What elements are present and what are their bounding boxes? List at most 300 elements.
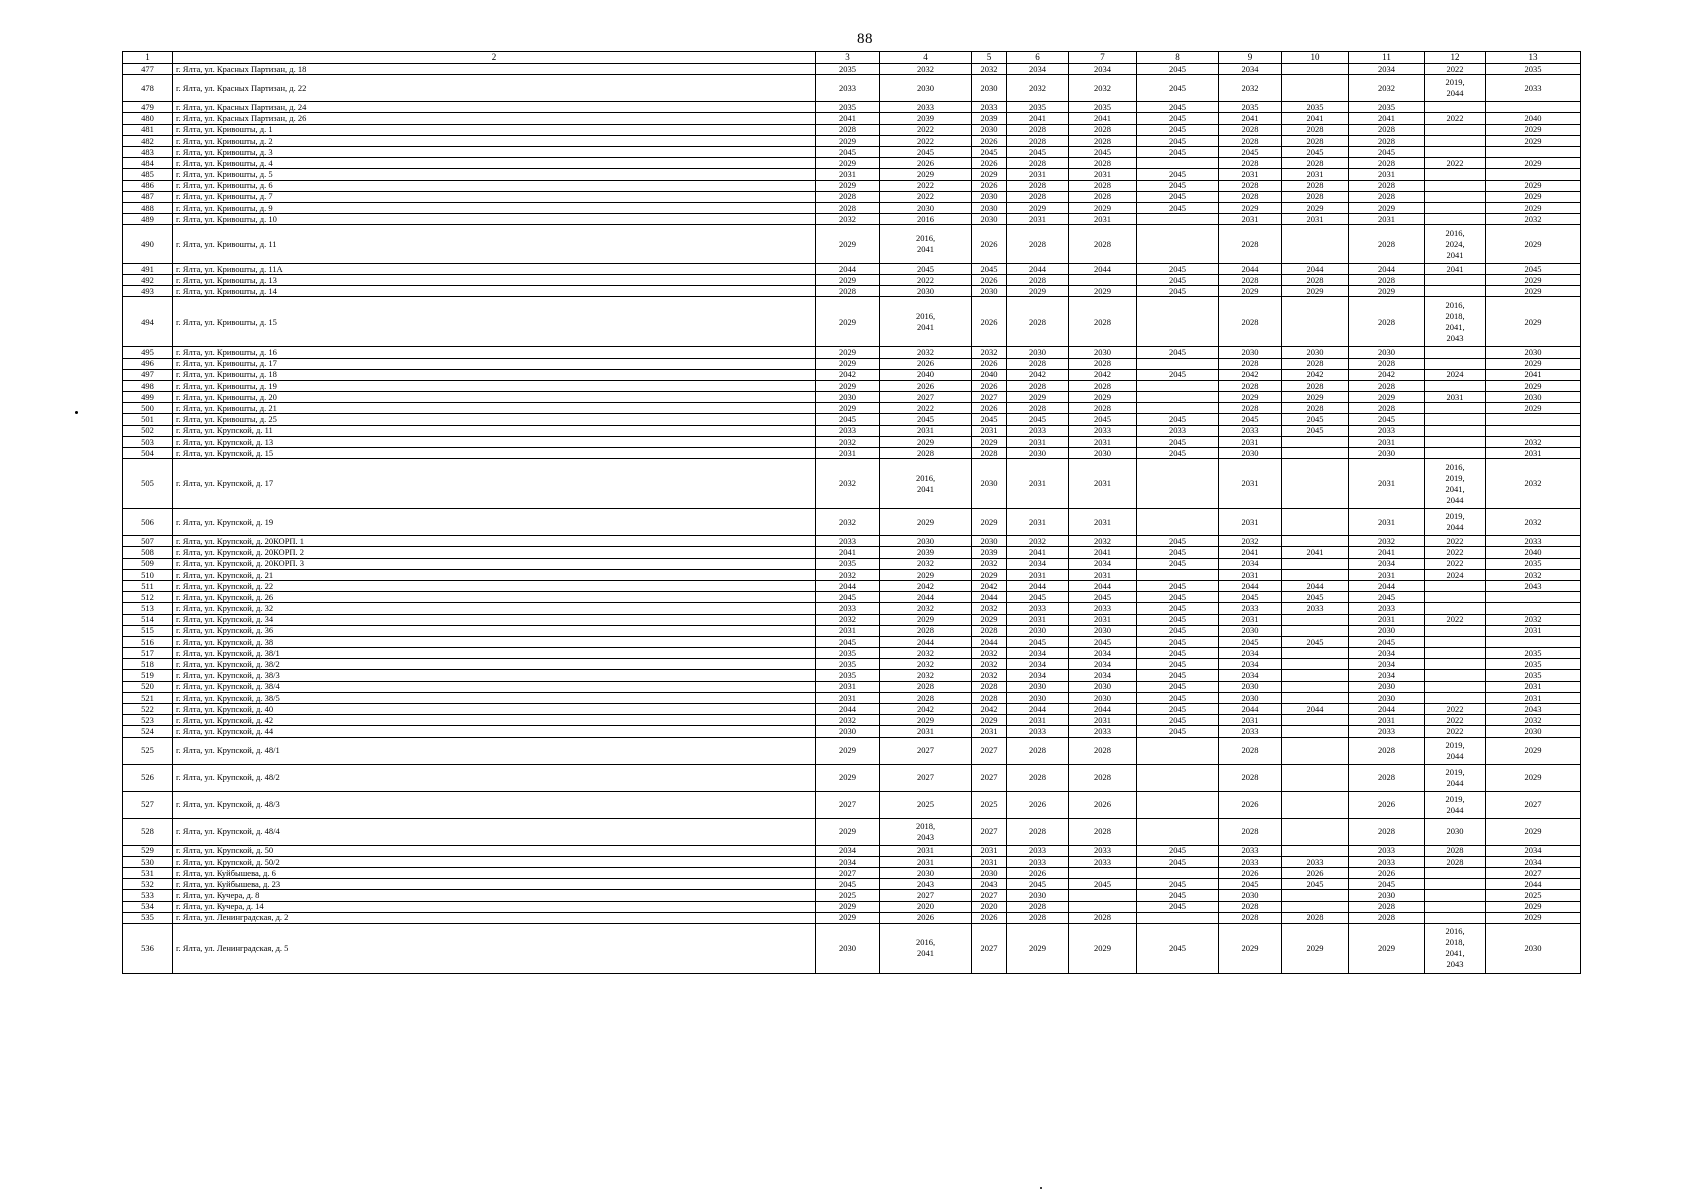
year-cell: 2031	[1069, 214, 1137, 225]
year-cell: 2045	[1069, 146, 1137, 157]
year-cell	[1425, 135, 1486, 146]
table-row	[123, 536, 1581, 547]
year-cell: 2045	[880, 146, 972, 157]
year-cell: 2030	[816, 923, 880, 973]
year-cell: 2028	[1349, 403, 1425, 414]
year-cell	[1137, 380, 1219, 391]
year-cell: 2030	[1425, 818, 1486, 845]
year-cell: 2029	[1219, 202, 1282, 213]
year-cell: 2029	[1007, 286, 1069, 297]
year-cell: 2044	[1282, 704, 1349, 715]
year-cell: 2043	[880, 879, 972, 890]
year-cell: 2045	[1137, 603, 1219, 614]
year-cell: 2042	[972, 580, 1007, 591]
year-cell: 2034	[1069, 659, 1137, 670]
year-cell: 2030	[1349, 448, 1425, 459]
row-number: 508	[123, 547, 173, 558]
year-cell: 2045	[1349, 146, 1425, 157]
year-cell: 2029	[1069, 923, 1137, 973]
column-header: 5	[972, 52, 1007, 64]
table-row	[123, 263, 1581, 274]
year-cell: 2033	[1069, 856, 1137, 867]
year-cell: 2033	[1486, 536, 1581, 547]
year-cell: 2026	[1282, 867, 1349, 878]
year-cell	[1486, 146, 1581, 157]
year-cell: 2019, 2044	[1425, 75, 1486, 102]
year-cell: 2030	[880, 867, 972, 878]
year-cell: 2045	[1137, 580, 1219, 591]
year-cell: 2039	[972, 547, 1007, 558]
year-cell: 2028	[1007, 124, 1069, 135]
year-cell: 2026	[972, 158, 1007, 169]
row-number: 482	[123, 135, 173, 146]
year-cell: 2035	[1282, 102, 1349, 113]
year-cell: 2028	[1349, 737, 1425, 764]
year-cell	[1282, 659, 1349, 670]
year-cell: 2031	[1219, 509, 1282, 536]
year-cell: 2027	[880, 392, 972, 403]
year-cell: 2032	[1486, 509, 1581, 536]
table-row	[123, 425, 1581, 436]
year-cell: 2029	[816, 274, 880, 285]
year-cell: 2034	[1349, 659, 1425, 670]
year-cell	[1425, 274, 1486, 285]
year-cell	[1282, 297, 1349, 347]
year-cell: 2022	[880, 180, 972, 191]
year-cell: 2029	[1486, 274, 1581, 285]
year-cell	[1425, 681, 1486, 692]
year-cell: 2032	[880, 659, 972, 670]
year-cell: 2029	[1486, 901, 1581, 912]
address-cell: г. Ялта, ул. Крупской, д. 38	[173, 636, 816, 647]
year-cell: 2032	[1219, 75, 1282, 102]
year-cell: 2031	[1486, 692, 1581, 703]
year-cell	[1425, 191, 1486, 202]
year-cell: 2029	[1486, 764, 1581, 791]
year-cell	[1137, 569, 1219, 580]
year-cell: 2026	[880, 380, 972, 391]
year-cell: 2042	[1349, 369, 1425, 380]
year-cell: 2033	[1349, 845, 1425, 856]
year-cell: 2028	[1007, 225, 1069, 264]
table-row	[123, 369, 1581, 380]
row-number: 487	[123, 191, 173, 202]
year-cell: 2029	[1349, 923, 1425, 973]
year-cell: 2028	[1069, 191, 1137, 202]
year-cell: 2035	[816, 648, 880, 659]
row-number: 518	[123, 659, 173, 670]
row-number: 478	[123, 75, 173, 102]
year-cell: 2016, 2041	[880, 459, 972, 509]
year-cell: 2029	[972, 436, 1007, 447]
year-cell	[1282, 436, 1349, 447]
year-cell: 2041	[1425, 263, 1486, 274]
year-cell: 2028	[880, 448, 972, 459]
year-cell	[1425, 603, 1486, 614]
year-cell: 2031	[1219, 459, 1282, 509]
year-cell	[1425, 124, 1486, 135]
column-header: 7	[1069, 52, 1137, 64]
year-cell: 2028	[1219, 191, 1282, 202]
address-cell: г. Ялта, ул. Крупской, д. 48/4	[173, 818, 816, 845]
year-cell: 2045	[1007, 414, 1069, 425]
year-cell: 2028	[1007, 158, 1069, 169]
year-cell: 2045	[816, 636, 880, 647]
year-cell: 2030	[880, 75, 972, 102]
year-cell: 2027	[972, 737, 1007, 764]
column-header: 9	[1219, 52, 1282, 64]
year-cell: 2028	[1069, 225, 1137, 264]
year-cell: 2032	[1069, 536, 1137, 547]
address-cell: г. Ялта, ул. Кривошты, д. 14	[173, 286, 816, 297]
year-cell	[1425, 214, 1486, 225]
year-cell	[1137, 214, 1219, 225]
year-cell: 2028	[1282, 191, 1349, 202]
year-cell: 2022	[1425, 536, 1486, 547]
year-cell: 2028	[1349, 124, 1425, 135]
table-row	[123, 547, 1581, 558]
year-cell: 2022	[1425, 547, 1486, 558]
address-cell: г. Ялта, ул. Кривошты, д. 3	[173, 146, 816, 157]
address-cell: г. Ялта, ул. Крупской, д. 44	[173, 726, 816, 737]
year-cell	[1069, 274, 1137, 285]
table-row	[123, 912, 1581, 923]
year-cell: 2033	[1282, 856, 1349, 867]
year-cell: 2031	[1069, 569, 1137, 580]
year-cell: 2044	[1069, 263, 1137, 274]
year-cell: 2045	[972, 263, 1007, 274]
year-cell	[1069, 890, 1137, 901]
year-cell	[1282, 764, 1349, 791]
year-cell: 2044	[1349, 263, 1425, 274]
year-cell: 2028	[1349, 135, 1425, 146]
year-cell	[1282, 75, 1349, 102]
address-cell: г. Ялта, ул. Кривошты, д. 19	[173, 380, 816, 391]
year-cell	[1137, 737, 1219, 764]
year-cell	[1137, 158, 1219, 169]
row-number: 498	[123, 380, 173, 391]
year-cell	[1425, 146, 1486, 157]
year-cell: 2042	[1007, 369, 1069, 380]
year-cell: 2028	[1349, 358, 1425, 369]
address-cell: г. Ялта, ул. Крупской, д. 15	[173, 448, 816, 459]
year-cell: 2027	[816, 791, 880, 818]
year-cell: 2028	[1282, 124, 1349, 135]
year-cell: 2029	[1069, 202, 1137, 213]
table-body	[123, 64, 1581, 974]
year-cell: 2031	[1219, 169, 1282, 180]
year-cell: 2030	[1069, 448, 1137, 459]
year-cell: 2026	[880, 912, 972, 923]
row-number: 494	[123, 297, 173, 347]
year-cell: 2044	[1007, 263, 1069, 274]
year-cell: 2034	[1007, 648, 1069, 659]
year-cell: 2045	[1349, 879, 1425, 890]
table-row	[123, 403, 1581, 414]
year-cell: 2032	[1219, 536, 1282, 547]
year-cell: 2031	[1069, 509, 1137, 536]
year-cell: 2028	[816, 124, 880, 135]
year-cell: 2044	[1282, 263, 1349, 274]
year-cell: 2044	[816, 704, 880, 715]
year-cell: 2022	[880, 274, 972, 285]
year-cell: 2028	[1069, 135, 1137, 146]
year-cell: 2029	[1486, 818, 1581, 845]
year-cell	[1425, 867, 1486, 878]
year-cell: 2022	[1425, 726, 1486, 737]
year-cell: 2030	[972, 202, 1007, 213]
column-header: 2	[173, 52, 816, 64]
row-number: 510	[123, 569, 173, 580]
year-cell: 2029	[1007, 202, 1069, 213]
year-cell: 2028	[1007, 818, 1069, 845]
year-cell: 2044	[1069, 704, 1137, 715]
table-row	[123, 75, 1581, 102]
year-cell	[1425, 425, 1486, 436]
table-row	[123, 225, 1581, 264]
year-cell: 2028	[1069, 764, 1137, 791]
year-cell: 2026	[1007, 867, 1069, 878]
year-cell: 2029	[816, 297, 880, 347]
year-cell: 2029	[816, 347, 880, 358]
year-cell: 2040	[972, 369, 1007, 380]
address-cell: г. Ялта, ул. Кучера, д. 8	[173, 890, 816, 901]
year-cell: 2041	[1349, 113, 1425, 124]
year-cell: 2034	[1349, 648, 1425, 659]
year-cell: 2029	[1486, 191, 1581, 202]
year-cell: 2028	[1349, 380, 1425, 391]
year-cell: 2030	[816, 392, 880, 403]
year-cell: 2027	[972, 392, 1007, 403]
year-cell: 2032	[880, 558, 972, 569]
row-number: 486	[123, 180, 173, 191]
year-cell: 2028	[972, 692, 1007, 703]
year-cell: 2031	[1349, 715, 1425, 726]
year-cell	[1137, 509, 1219, 536]
year-cell: 2028	[1219, 158, 1282, 169]
year-cell: 2030	[972, 75, 1007, 102]
year-cell: 2032	[972, 64, 1007, 75]
year-cell: 2028	[880, 692, 972, 703]
year-cell: 2045	[1349, 592, 1425, 603]
year-cell: 2045	[1282, 592, 1349, 603]
year-cell: 2045	[1137, 169, 1219, 180]
year-cell	[1282, 614, 1349, 625]
year-cell: 2045	[1137, 102, 1219, 113]
table-row	[123, 448, 1581, 459]
column-header: 6	[1007, 52, 1069, 64]
year-cell: 2028	[972, 625, 1007, 636]
year-cell: 2045	[880, 263, 972, 274]
year-cell: 2041	[1219, 547, 1282, 558]
year-cell: 2016, 2024, 2041	[1425, 225, 1486, 264]
year-cell: 2028	[1282, 274, 1349, 285]
year-cell: 2029	[1349, 202, 1425, 213]
year-cell: 2045	[1069, 636, 1137, 647]
year-cell: 2031	[816, 681, 880, 692]
year-cell: 2029	[1282, 286, 1349, 297]
year-cell: 2027	[972, 890, 1007, 901]
year-cell: 2044	[1007, 704, 1069, 715]
year-cell	[1486, 603, 1581, 614]
year-cell: 2026	[972, 380, 1007, 391]
year-cell	[1425, 169, 1486, 180]
year-cell	[1425, 380, 1486, 391]
year-cell: 2044	[880, 592, 972, 603]
address-cell: г. Ялта, ул. Кривошты, д. 1	[173, 124, 816, 135]
year-cell: 2045	[1137, 726, 1219, 737]
table-row	[123, 592, 1581, 603]
row-number: 484	[123, 158, 173, 169]
table-row	[123, 867, 1581, 878]
year-cell	[1425, 636, 1486, 647]
year-cell: 2031	[1069, 614, 1137, 625]
row-number: 504	[123, 448, 173, 459]
year-cell: 2035	[1486, 558, 1581, 569]
table-row	[123, 625, 1581, 636]
year-cell: 2031	[972, 425, 1007, 436]
year-cell: 2043	[972, 879, 1007, 890]
year-cell: 2028	[1349, 901, 1425, 912]
year-cell: 2029	[816, 135, 880, 146]
year-cell: 2032	[1486, 614, 1581, 625]
year-cell: 2020	[972, 901, 1007, 912]
year-cell: 2039	[972, 113, 1007, 124]
year-cell: 2028	[1069, 380, 1137, 391]
year-cell: 2029	[880, 509, 972, 536]
year-cell: 2034	[1219, 648, 1282, 659]
year-cell: 2044	[1282, 580, 1349, 591]
year-cell: 2032	[880, 670, 972, 681]
row-number: 492	[123, 274, 173, 285]
row-number: 485	[123, 169, 173, 180]
year-cell: 2026	[972, 403, 1007, 414]
year-cell: 2026	[972, 180, 1007, 191]
year-cell: 2034	[1069, 648, 1137, 659]
year-cell: 2041	[1007, 113, 1069, 124]
year-cell	[1282, 558, 1349, 569]
year-cell: 2033	[1007, 845, 1069, 856]
year-cell: 2031	[1007, 459, 1069, 509]
year-cell: 2045	[1137, 715, 1219, 726]
row-number: 536	[123, 923, 173, 973]
year-cell: 2045	[1069, 879, 1137, 890]
year-cell: 2031	[1486, 448, 1581, 459]
year-cell	[1425, 625, 1486, 636]
year-cell: 2045	[1137, 558, 1219, 569]
row-number: 531	[123, 867, 173, 878]
year-cell: 2042	[880, 704, 972, 715]
year-cell: 2028	[1349, 158, 1425, 169]
year-cell: 2035	[816, 670, 880, 681]
year-cell: 2032	[880, 648, 972, 659]
year-cell: 2029	[880, 614, 972, 625]
year-cell: 2045	[1137, 75, 1219, 102]
table-row	[123, 603, 1581, 614]
table-row	[123, 392, 1581, 403]
year-cell: 2016, 2019, 2041, 2044	[1425, 459, 1486, 509]
year-cell: 2031	[1007, 436, 1069, 447]
year-cell	[1137, 791, 1219, 818]
year-cell	[1282, 890, 1349, 901]
year-cell: 2028	[1007, 403, 1069, 414]
year-cell: 2041	[1069, 113, 1137, 124]
address-cell: г. Ялта, ул. Крупской, д. 17	[173, 459, 816, 509]
year-cell: 2019, 2044	[1425, 509, 1486, 536]
year-cell: 2031	[816, 448, 880, 459]
year-cell: 2031	[1282, 169, 1349, 180]
year-cell: 2025	[816, 890, 880, 901]
year-cell: 2028	[1007, 380, 1069, 391]
address-cell: г. Ялта, ул. Крупской, д. 19	[173, 509, 816, 536]
year-cell: 2044	[816, 263, 880, 274]
year-cell: 2031	[1007, 569, 1069, 580]
header-row	[123, 52, 1581, 64]
year-cell: 2029	[1486, 286, 1581, 297]
year-cell	[1425, 286, 1486, 297]
year-cell: 2032	[1007, 536, 1069, 547]
year-cell	[1282, 818, 1349, 845]
year-cell: 2033	[1007, 856, 1069, 867]
year-cell: 2042	[1069, 369, 1137, 380]
year-cell: 2029	[1349, 286, 1425, 297]
row-number: 497	[123, 369, 173, 380]
table-row	[123, 286, 1581, 297]
row-number: 511	[123, 580, 173, 591]
year-cell: 2028	[1069, 737, 1137, 764]
address-cell: г. Ялта, ул. Крупской, д. 38/5	[173, 692, 816, 703]
year-cell: 2030	[972, 459, 1007, 509]
year-cell: 2029	[1069, 286, 1137, 297]
year-cell: 2045	[1137, 670, 1219, 681]
row-number: 530	[123, 856, 173, 867]
year-cell: 2031	[1007, 715, 1069, 726]
table-row	[123, 169, 1581, 180]
year-cell: 2029	[1486, 225, 1581, 264]
year-cell: 2016, 2018, 2041, 2043	[1425, 923, 1486, 973]
year-cell: 2031	[1282, 214, 1349, 225]
address-cell: г. Ялта, ул. Кривошты, д. 6	[173, 180, 816, 191]
address-cell: г. Ялта, ул. Крупской, д. 50/2	[173, 856, 816, 867]
year-cell: 2026	[880, 158, 972, 169]
year-cell: 2022	[880, 135, 972, 146]
year-cell	[1425, 358, 1486, 369]
table-row	[123, 414, 1581, 425]
year-cell	[1282, 715, 1349, 726]
table-row	[123, 791, 1581, 818]
table-row	[123, 158, 1581, 169]
year-cell	[1425, 890, 1486, 901]
year-cell: 2045	[972, 146, 1007, 157]
year-cell: 2045	[1137, 636, 1219, 647]
year-cell: 2032	[1069, 75, 1137, 102]
year-cell	[1425, 670, 1486, 681]
year-cell: 2045	[972, 414, 1007, 425]
year-cell: 2022	[1425, 113, 1486, 124]
year-cell: 2029	[1486, 297, 1581, 347]
year-cell: 2045	[1282, 636, 1349, 647]
table-row	[123, 879, 1581, 890]
table-row	[123, 636, 1581, 647]
year-cell	[1137, 459, 1219, 509]
stray-dot	[1040, 1187, 1042, 1189]
year-cell	[1486, 636, 1581, 647]
year-cell: 2033	[1219, 856, 1282, 867]
year-cell: 2028	[1349, 274, 1425, 285]
year-cell: 2031	[880, 425, 972, 436]
year-cell: 2025	[972, 791, 1007, 818]
year-cell: 2045	[1219, 592, 1282, 603]
